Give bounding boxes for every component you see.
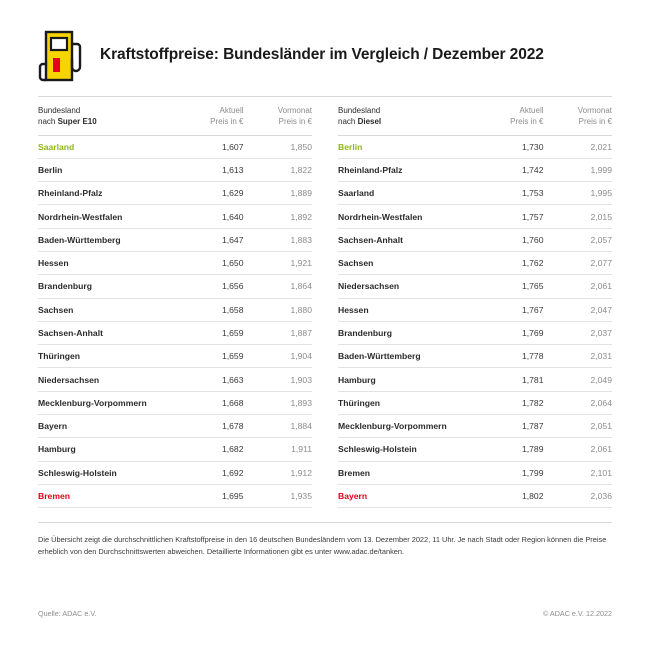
row-state: Bremen — [338, 461, 475, 484]
row-previous: 1,995 — [544, 182, 613, 205]
table-row — [338, 252, 612, 275]
table-row — [338, 275, 612, 298]
footnote: Die Übersicht zeigt die durchschnittlichen Kraftstoffpreise in den 16 deutschen Bundesländern vom 13. Dezember 2022, 11 Uhr. Je nach Stadt oder Region können die Preise erheblich von den Durchschnittswerten abweichen. Detaillierte Informationen gibt es unter www.adac.de/tanken. — [38, 522, 612, 558]
row-previous: 1,864 — [244, 275, 313, 298]
row-current: 1,787 — [475, 414, 544, 437]
row-current: 1,659 — [175, 345, 244, 368]
table-header-row — [38, 97, 312, 135]
row-state: Schleswig-Holstein — [38, 461, 175, 484]
row-current: 1,762 — [475, 252, 544, 275]
footer — [38, 609, 612, 618]
row-current: 1,647 — [175, 228, 244, 251]
row-current: 1,778 — [475, 345, 544, 368]
column-header-vormonat: Vormonat Preis in € — [244, 97, 313, 135]
row-current: 1,730 — [475, 135, 544, 158]
table-row — [338, 205, 612, 228]
column-header-bundesland: Bundesland nach Super E10 — [38, 97, 175, 135]
row-state: Rheinland-Pfalz — [38, 182, 175, 205]
row-state: Hessen — [38, 252, 175, 275]
column-header-vormonat: Vormonat Preis in € — [544, 97, 613, 135]
row-current: 1,769 — [475, 321, 544, 344]
row-state: Bremen — [38, 484, 175, 507]
row-current: 1,607 — [175, 135, 244, 158]
row-state: Mecklenburg-Vorpommern — [38, 391, 175, 414]
row-state: Sachsen — [338, 252, 475, 275]
row-state: Sachsen-Anhalt — [38, 321, 175, 344]
table-header-row — [338, 97, 612, 135]
table-row — [338, 135, 612, 158]
row-previous: 2,061 — [544, 438, 613, 461]
table-row — [38, 438, 312, 461]
row-state: Nordrhein-Westfalen — [38, 205, 175, 228]
row-state: Berlin — [38, 158, 175, 181]
column-header-aktuell: Aktuell Preis in € — [175, 97, 244, 135]
row-current: 1,613 — [175, 158, 244, 181]
row-previous: 1,903 — [244, 368, 313, 391]
row-current: 1,656 — [175, 275, 244, 298]
row-previous: 1,912 — [244, 461, 313, 484]
row-previous: 2,061 — [544, 275, 613, 298]
row-current: 1,682 — [175, 438, 244, 461]
row-state: Niedersachsen — [38, 368, 175, 391]
table-row — [38, 321, 312, 344]
row-state: Thüringen — [338, 391, 475, 414]
row-previous: 2,064 — [544, 391, 613, 414]
row-previous: 1,850 — [244, 135, 313, 158]
row-current: 1,757 — [475, 205, 544, 228]
row-state: Baden-Württemberg — [38, 228, 175, 251]
column-header-aktuell: Aktuell Preis in € — [475, 97, 544, 135]
row-previous: 2,051 — [544, 414, 613, 437]
row-current: 1,782 — [475, 391, 544, 414]
table-row — [338, 228, 612, 251]
row-current: 1,629 — [175, 182, 244, 205]
table-row — [338, 461, 612, 484]
row-previous: 2,037 — [544, 321, 613, 344]
row-state: Rheinland-Pfalz — [338, 158, 475, 181]
table-row — [38, 135, 312, 158]
row-state: Saarland — [38, 135, 175, 158]
row-previous: 2,015 — [544, 205, 613, 228]
row-state: Sachsen-Anhalt — [338, 228, 475, 251]
row-state: Baden-Württemberg — [338, 345, 475, 368]
table-row — [338, 368, 612, 391]
row-current: 1,650 — [175, 252, 244, 275]
row-previous: 2,057 — [544, 228, 613, 251]
row-previous: 1,893 — [244, 391, 313, 414]
row-previous: 2,101 — [544, 461, 613, 484]
table-row — [38, 252, 312, 275]
table-row — [338, 158, 612, 181]
table-row — [338, 484, 612, 507]
table-row — [338, 345, 612, 368]
row-current: 1,678 — [175, 414, 244, 437]
row-previous: 1,880 — [244, 298, 313, 321]
row-previous: 2,077 — [544, 252, 613, 275]
row-previous: 2,036 — [544, 484, 613, 507]
row-current: 1,767 — [475, 298, 544, 321]
table-row — [38, 345, 312, 368]
row-current: 1,799 — [475, 461, 544, 484]
row-current: 1,692 — [175, 461, 244, 484]
table-row — [38, 182, 312, 205]
row-current: 1,668 — [175, 391, 244, 414]
row-previous: 1,884 — [244, 414, 313, 437]
row-state: Thüringen — [38, 345, 175, 368]
table-row — [38, 228, 312, 251]
table-row — [38, 391, 312, 414]
row-current: 1,742 — [475, 158, 544, 181]
row-current: 1,658 — [175, 298, 244, 321]
row-state: Saarland — [338, 182, 475, 205]
table-row — [338, 414, 612, 437]
table-row — [38, 275, 312, 298]
fuel-pump-icon — [38, 28, 84, 82]
row-previous: 1,822 — [244, 158, 313, 181]
table-row — [338, 391, 612, 414]
row-previous: 2,031 — [544, 345, 613, 368]
row-current: 1,753 — [475, 182, 544, 205]
copyright-label: © ADAC e.V. 12.2022 — [543, 609, 612, 618]
tables-container — [38, 97, 612, 508]
row-current: 1,802 — [475, 484, 544, 507]
row-previous: 2,021 — [544, 135, 613, 158]
table-super-e10 — [38, 97, 312, 508]
row-current: 1,695 — [175, 484, 244, 507]
table-row — [38, 158, 312, 181]
row-previous: 1,883 — [244, 228, 313, 251]
table-row — [38, 484, 312, 507]
row-previous: 1,921 — [244, 252, 313, 275]
row-state: Bayern — [38, 414, 175, 437]
column-header-bundesland: Bundesland nach Diesel — [338, 97, 475, 135]
row-state: Hamburg — [338, 368, 475, 391]
row-previous: 1,911 — [244, 438, 313, 461]
row-state: Mecklenburg-Vorpommern — [338, 414, 475, 437]
row-state: Nordrhein-Westfalen — [338, 205, 475, 228]
row-state: Niedersachsen — [338, 275, 475, 298]
row-previous: 2,049 — [544, 368, 613, 391]
row-current: 1,659 — [175, 321, 244, 344]
row-previous: 2,047 — [544, 298, 613, 321]
row-current: 1,781 — [475, 368, 544, 391]
page-title: Kraftstoffpreise: Bundesländer im Vergleich / Dezember 2022 — [100, 45, 544, 63]
row-previous: 1,887 — [244, 321, 313, 344]
table-row — [338, 438, 612, 461]
row-state: Brandenburg — [38, 275, 175, 298]
row-previous: 1,889 — [244, 182, 313, 205]
row-state: Hamburg — [38, 438, 175, 461]
table-row — [38, 461, 312, 484]
table-row — [38, 368, 312, 391]
table-row — [338, 321, 612, 344]
row-state: Bayern — [338, 484, 475, 507]
row-previous: 1,892 — [244, 205, 313, 228]
row-previous: 1,904 — [244, 345, 313, 368]
row-current: 1,765 — [475, 275, 544, 298]
row-state: Berlin — [338, 135, 475, 158]
table-row — [38, 298, 312, 321]
table-row — [338, 298, 612, 321]
row-current: 1,640 — [175, 205, 244, 228]
table-row — [338, 182, 612, 205]
row-state: Schleswig-Holstein — [338, 438, 475, 461]
table-row — [38, 205, 312, 228]
header — [38, 0, 612, 96]
table-diesel — [338, 97, 612, 508]
row-current: 1,663 — [175, 368, 244, 391]
row-state: Hessen — [338, 298, 475, 321]
row-state: Sachsen — [38, 298, 175, 321]
table-row — [38, 414, 312, 437]
row-current: 1,760 — [475, 228, 544, 251]
row-state: Brandenburg — [338, 321, 475, 344]
row-previous: 1,999 — [544, 158, 613, 181]
row-previous: 1,935 — [244, 484, 313, 507]
source-label: Quelle: ADAC e.V. — [38, 609, 97, 618]
row-current: 1,789 — [475, 438, 544, 461]
